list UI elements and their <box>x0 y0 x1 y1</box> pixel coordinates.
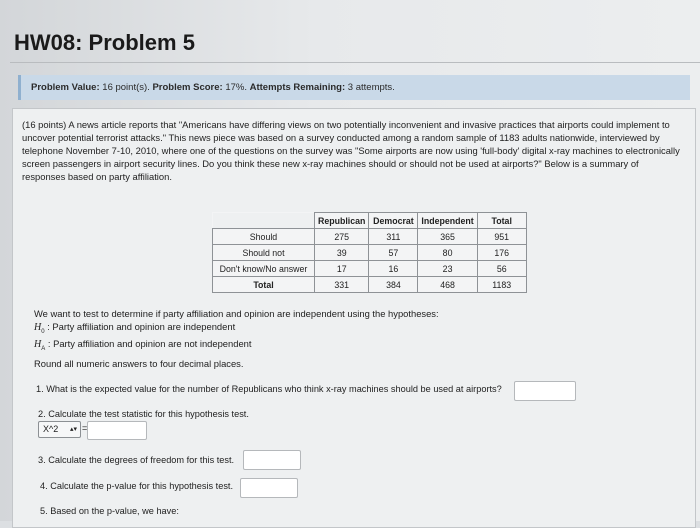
cell: 16 <box>369 261 418 277</box>
score-text: 17%. <box>225 82 247 93</box>
cell: 365 <box>418 229 477 245</box>
statistic-select-value: X^2 <box>43 424 59 434</box>
divider <box>10 62 700 63</box>
table-corner <box>213 213 315 229</box>
alternative-hypothesis <box>34 338 439 355</box>
statistic-select[interactable] <box>38 421 81 438</box>
hypotheses-intro: We want to test to determine if party affiliation and opinion are independent using the hypotheses: <box>34 308 439 319</box>
cell: 468 <box>418 277 477 293</box>
cell: 80 <box>418 245 477 261</box>
answer-1-input[interactable] <box>514 381 576 401</box>
answer-2-input[interactable] <box>87 421 147 440</box>
header-democrat: Democrat <box>369 213 418 229</box>
h0-text: : Party affiliation and opinion are independent <box>47 320 236 332</box>
cell: 176 <box>477 245 526 261</box>
cell: 23 <box>418 261 477 277</box>
survey-table <box>212 212 527 293</box>
attempts-text: 3 attempts. <box>347 82 395 93</box>
row-label: Total <box>213 277 315 293</box>
equals-sign: = <box>82 423 88 433</box>
cell: 384 <box>369 277 418 293</box>
header-total: Total <box>477 213 526 229</box>
cell: 1183 <box>477 277 526 293</box>
ha-text: : Party affiliation and opinion are not independent <box>47 337 252 349</box>
cell: 56 <box>477 261 526 277</box>
cell: 311 <box>369 229 418 245</box>
question-1: 1. What is the expected value for the number of Republicans who think x-ray machines should be used at airports? <box>36 384 502 394</box>
h0-symbol: H <box>34 321 42 333</box>
row-label: Should <box>213 229 315 245</box>
value-text: 16 point(s). <box>102 82 150 93</box>
cell: 17 <box>315 261 369 277</box>
page-title: HW08: Problem 5 <box>14 30 195 55</box>
table-header-row <box>213 213 527 229</box>
table-row <box>213 277 527 293</box>
ha-sub: A <box>41 345 46 352</box>
row-label: Should not <box>213 245 315 261</box>
cell: 57 <box>369 245 418 261</box>
problem-prompt: (16 points) A news article reports that "Americans have differing views on two potentially inconvenient and invasive practices that airports could implement to uncover potential terrorist attacks." This news piece was based on a survey conducted among a random sample of 1183 adults nationwide, interviewed by telephone November 7-10, 2010, where one of the questions on the survey was "Some airports are now using 'full-body' digital x-ray machines to electronically screen passengers in airport security lines. Do you think these new x-ray machines should or should not be used at airports?" Below is a summary of responses based on party affiliation. <box>22 119 680 182</box>
table-row <box>213 229 527 245</box>
question-4: 4. Calculate the p-value for this hypothesis test. <box>40 481 234 491</box>
cell: 331 <box>315 277 369 293</box>
question-5: 5. Based on the p-value, we have: <box>40 506 179 516</box>
row-label: Don't know/No answer <box>213 261 315 277</box>
rounding-note: Round all numeric answers to four decimal places. <box>34 358 244 369</box>
cell: 39 <box>315 245 369 261</box>
header-republican: Republican <box>315 213 369 229</box>
answer-3-input[interactable] <box>243 450 301 470</box>
hypotheses <box>34 308 439 355</box>
header-independent: Independent <box>418 213 477 229</box>
score-label: Problem Score: <box>152 82 223 93</box>
value-label: Problem Value: <box>31 82 100 93</box>
table-row <box>213 245 527 261</box>
null-hypothesis <box>34 321 439 338</box>
answer-4-input[interactable] <box>240 478 298 498</box>
ha-symbol: H <box>34 338 42 350</box>
problem-status-bar <box>18 75 690 100</box>
updown-arrows-icon: ▴▾ <box>69 426 77 433</box>
question-2: 2. Calculate the test statistic for this hypothesis test. <box>38 409 249 419</box>
h0-sub: 0 <box>41 328 45 335</box>
cell: 951 <box>477 229 526 245</box>
attempts-label: Attempts Remaining: <box>249 82 346 93</box>
cell: 275 <box>315 229 369 245</box>
table-row <box>213 261 527 277</box>
question-3: 3. Calculate the degrees of freedom for this test. <box>38 455 235 465</box>
